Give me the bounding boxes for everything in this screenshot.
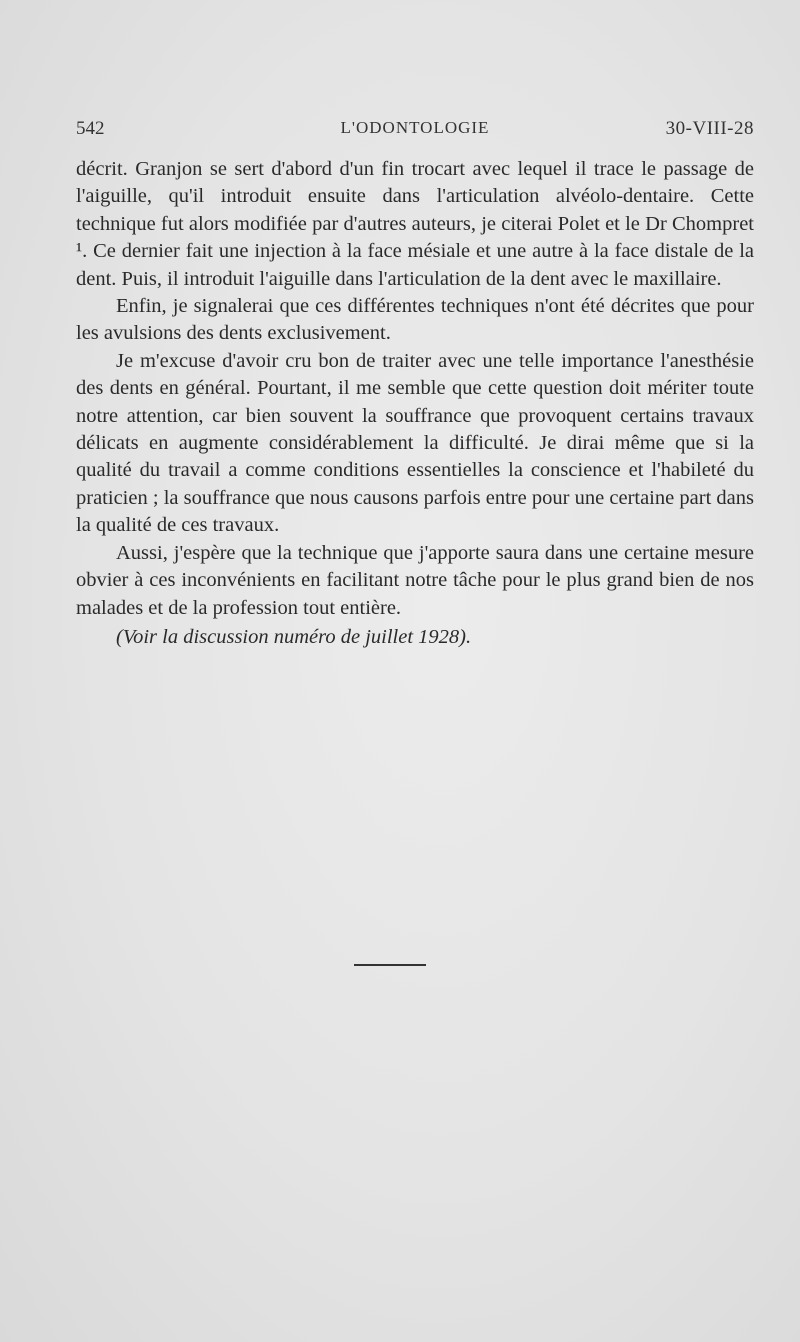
paragraph-conclusion: Aussi, j'espère que la technique que j'apporte saura dans une certaine mesure obvier à ces inconvénients en facilitant notre tâche pour le plus grand bien de nos malades et de la profession tout entière. [76, 541, 754, 619]
page-number: 542 [76, 118, 105, 139]
journal-title: L'ODONTOLOGIE [340, 118, 490, 137]
running-head [76, 118, 754, 144]
paragraph-anesthesia: Je m'excuse d'avoir cru bon de traiter avec une telle importance l'anesthésie des dents en général. Pourtant, il me semble que cette question doit mériter toute notre attention, car bien souvent la souffrance que provoquent certains travaux délicats en augmente considérablement la difficulté. Je dirai même que si la qualité du travail a comme conditions essentielles la conscience et l'habileté du praticien ; la souffrance que nous causons parfois entre pour une certaine part dans la qualité de ces travaux. [76, 349, 754, 537]
paragraph-technique: décrit. Granjon se sert d'abord d'un fin trocart avec lequel il trace le passage de l'aiguille, qu'il introduit ensuite dans l'articulation alvéolo-dentaire. Cette technique fut alors modifiée par d'autres auteurs, je citerai Polet et le Dr Chompret ¹. Ce dernier fait une injection à la face mésiale et une autre à la face distale de la dent. Puis, il introduit l'aiguille dans l'articulation de la dent avec le maxillaire. [76, 158, 754, 290]
paragraph-avulsions: Enfin, je signalerai que ces différentes techniques n'ont été décrites que pour les avulsions des dents exclusivement. [76, 295, 754, 345]
issue-date: 30-VIII-28 [665, 118, 754, 139]
discussion-note: (Voir la discussion numéro de juillet 1928). [116, 625, 472, 648]
end-rule [354, 964, 426, 966]
body-text [76, 156, 754, 651]
